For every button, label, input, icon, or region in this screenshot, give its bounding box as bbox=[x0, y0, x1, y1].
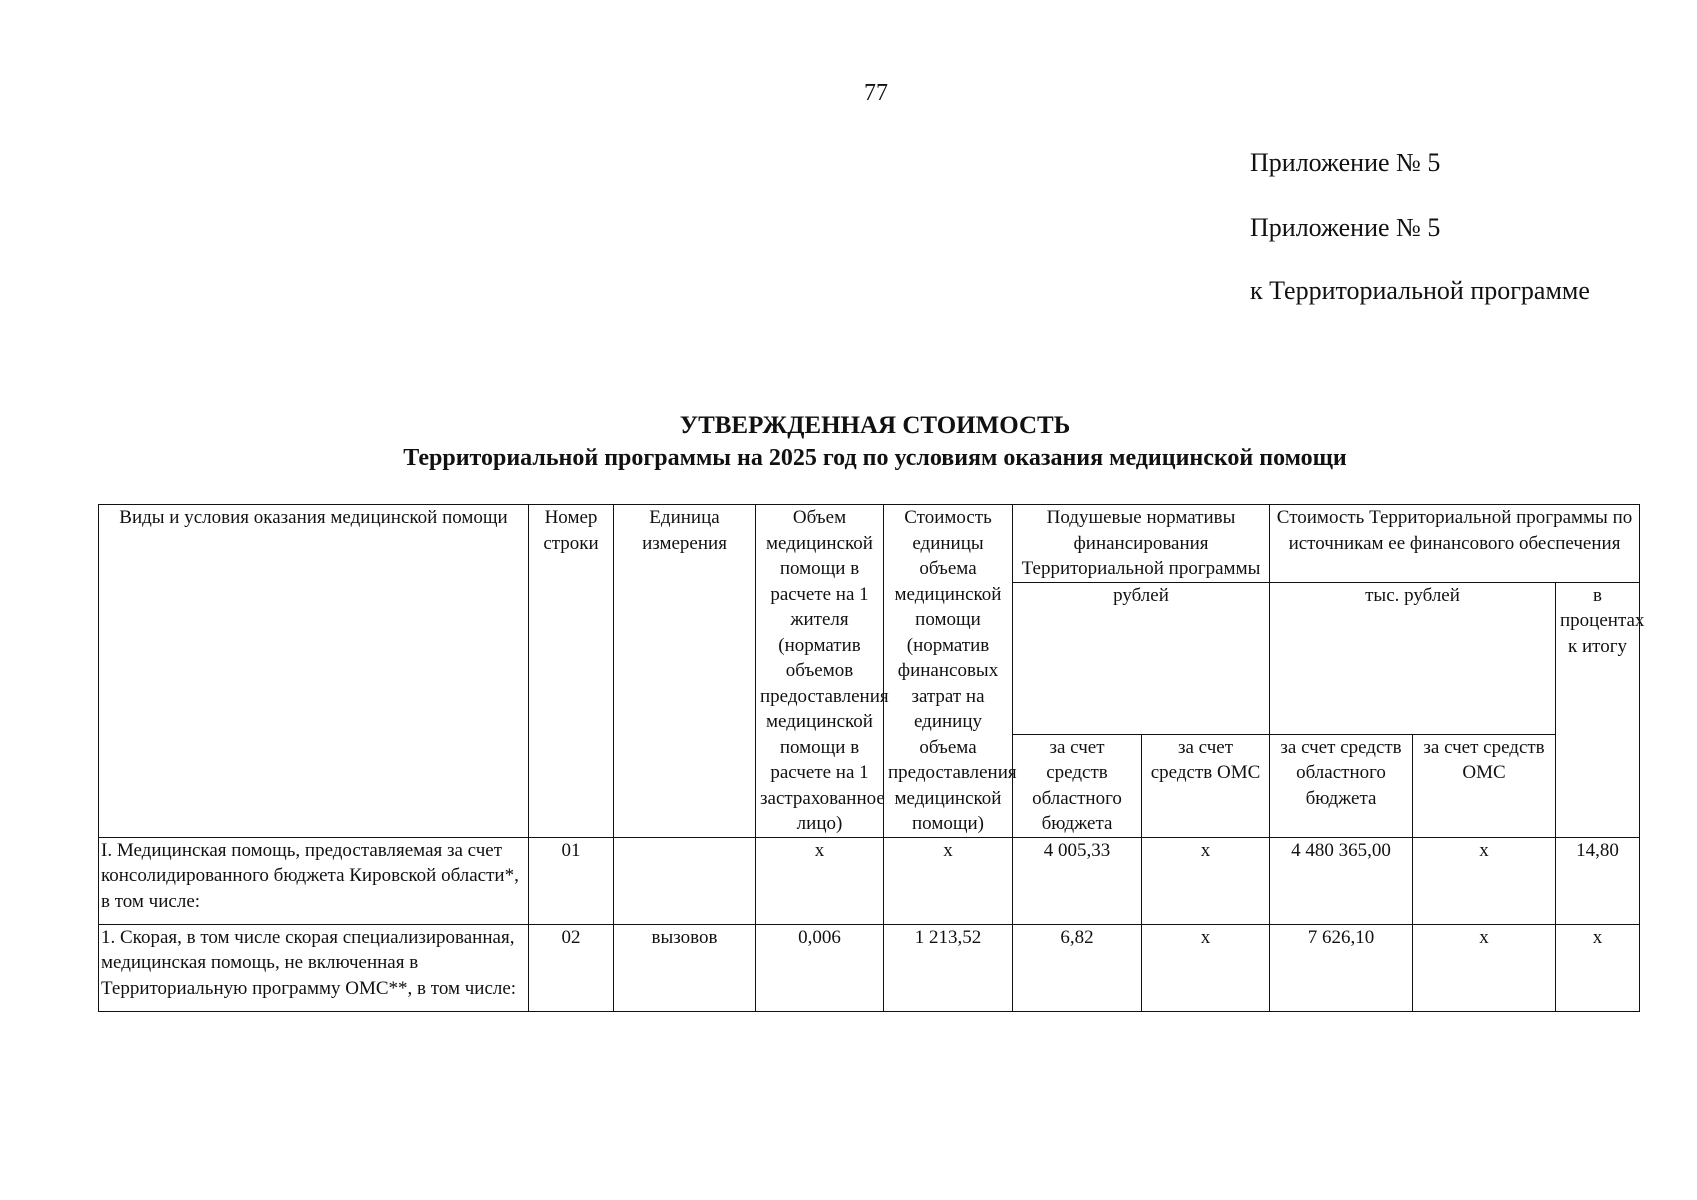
cell-per-capita-budget: 4 005,33 bbox=[1013, 837, 1142, 924]
header-unit: Единица измерения bbox=[614, 505, 756, 838]
cell-cost-oms: х bbox=[1413, 837, 1556, 924]
cell-percent: 14,80 bbox=[1556, 837, 1640, 924]
cell-volume: 0,006 bbox=[756, 924, 884, 1011]
cell-unit-cost: 1 213,52 bbox=[884, 924, 1013, 1011]
header-unit-cost: Стоимость единицы объема медицинской помощи (норматив финансовых затрат на единицу объема предоставления медицинской помощи) bbox=[884, 505, 1013, 838]
cell-unit-cost: х bbox=[884, 837, 1013, 924]
document-title bbox=[0, 410, 1697, 474]
appendix-line-1: Приложение № 5 bbox=[1250, 148, 1441, 177]
header-thousand-rubles: тыс. рублей bbox=[1270, 582, 1556, 734]
cost-table bbox=[98, 504, 1645, 1012]
cell-per-capita-oms: х bbox=[1142, 837, 1270, 924]
header-program-cost: Стоимость Территориальной программы по источникам ее финансового обеспечения bbox=[1270, 505, 1640, 583]
header-percent: в процентах к итогу bbox=[1556, 582, 1640, 837]
cell-row-number: 02 bbox=[529, 924, 614, 1011]
table-row bbox=[99, 924, 1640, 1011]
cell-cost-oms: х bbox=[1413, 924, 1556, 1011]
appendix-line-2: Приложение № 5 bbox=[1250, 213, 1441, 242]
cell-unit: вызовов bbox=[614, 924, 756, 1011]
appendix-line-3: к Территориальной программе bbox=[1250, 276, 1590, 305]
cell-cost-budget: 7 626,10 bbox=[1270, 924, 1413, 1011]
cell-volume: х bbox=[756, 837, 884, 924]
header-cost-oms: за счет средств ОМС bbox=[1413, 734, 1556, 837]
page-number: 77 bbox=[864, 80, 888, 106]
header-per-capita-budget: за счет средств областного бюджета bbox=[1013, 734, 1142, 837]
header-cost-budget: за счет средств областного бюджета bbox=[1270, 734, 1413, 837]
cell-percent: х bbox=[1556, 924, 1640, 1011]
cell-row-number: 01 bbox=[529, 837, 614, 924]
header-row-number: Номер строки bbox=[529, 505, 614, 838]
cell-cost-budget: 4 480 365,00 bbox=[1270, 837, 1413, 924]
header-per-capita-oms: за счет средств ОМС bbox=[1142, 734, 1270, 837]
cell-unit bbox=[614, 837, 756, 924]
cell-kind: I. Медицинская помощь, предоставляемая за счет консолидированного бюджета Кировской области*, в том числе: bbox=[99, 837, 529, 924]
cell-per-capita-budget: 6,82 bbox=[1013, 924, 1142, 1011]
cell-kind: 1. Скорая, в том числе скорая специализированная, медицинская помощь, не включенная в Территориальную программу ОМС**, в том числе: bbox=[99, 924, 529, 1011]
header-rubles: рублей bbox=[1013, 582, 1270, 734]
title-sub: Территориальной программы на 2025 год по условиям оказания медицинской помощи bbox=[403, 445, 1347, 471]
header-volume: Объем медицинской помощи в расчете на 1 жителя (норматив объемов предоставления медицинской помощи в расчете на 1 застрахованное лицо) bbox=[756, 505, 884, 838]
cell-per-capita-oms: х bbox=[1142, 924, 1270, 1011]
header-kinds: Виды и условия оказания медицинской помощи bbox=[99, 505, 529, 838]
table-row bbox=[99, 837, 1640, 924]
header-per-capita: Подушевые нормативы финансирования Территориальной программы bbox=[1013, 505, 1270, 583]
title-main: УТВЕРЖДЕННАЯ СТОИМОСТЬ bbox=[679, 412, 1071, 439]
